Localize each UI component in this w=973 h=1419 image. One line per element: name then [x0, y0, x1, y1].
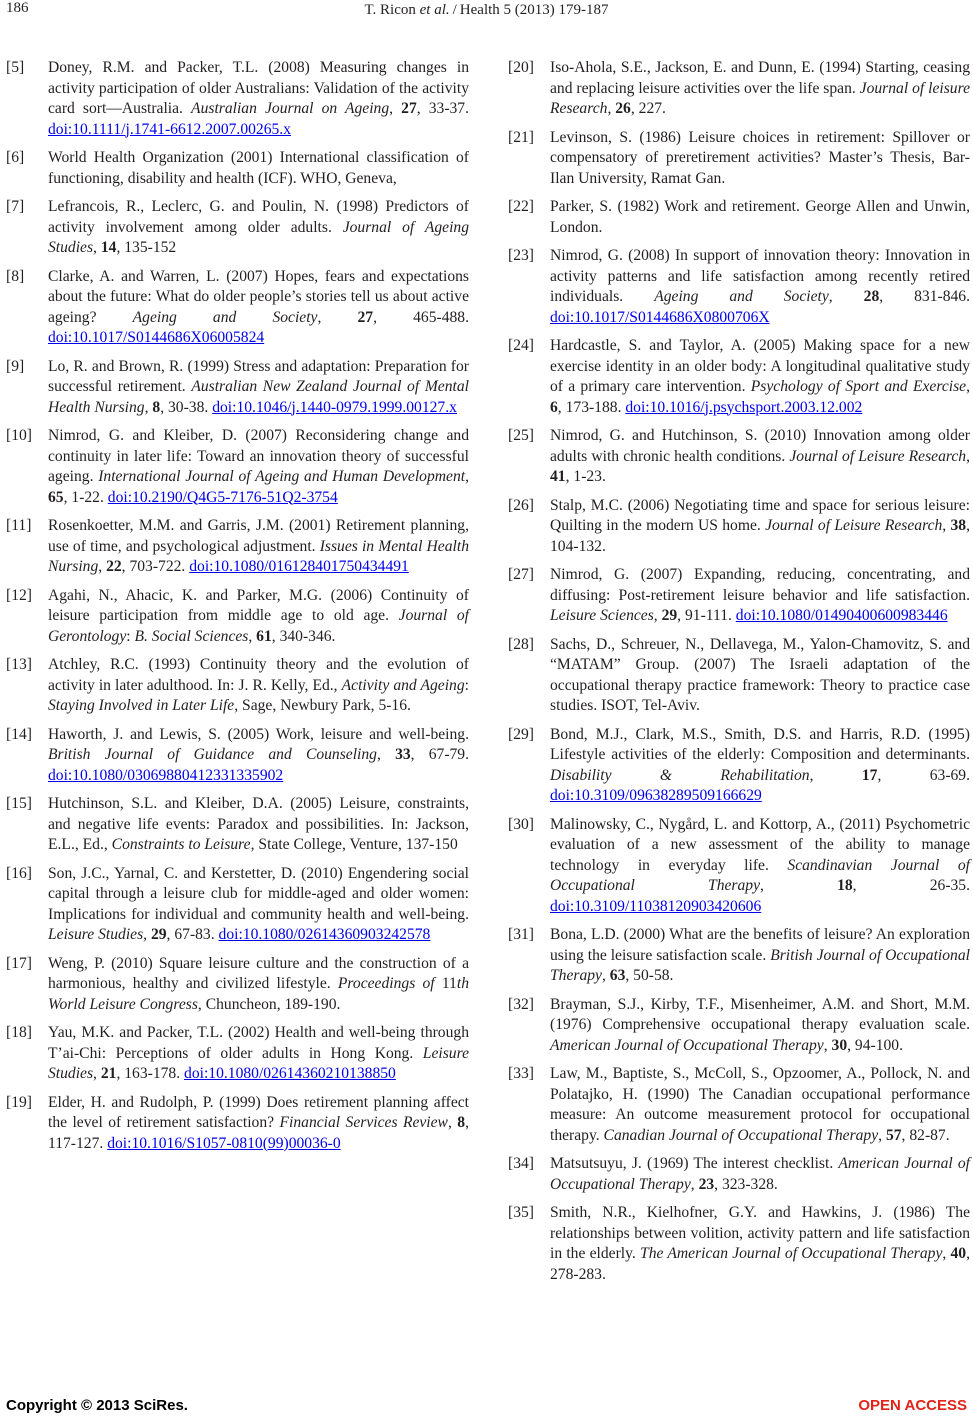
reference-volume: 29: [661, 607, 678, 624]
doi-link[interactable]: doi:10.1080/02614360210138850: [184, 1065, 396, 1082]
reference-volume: 23: [698, 1175, 715, 1193]
reference-number: [16]: [6, 864, 32, 882]
reference-text: [48, 197, 469, 259]
reference-item: [508, 1154, 970, 1195]
header-authors: T. Ricon: [364, 2, 420, 18]
reference-item: [6, 586, 469, 648]
reference-text: [48, 267, 469, 349]
reference-text-segment: Sachs, D., Schreuer, N., Dellavega, M., Yalon-Chamovitz, S. and “MATAM” Group. (2007) The Israeli adaptation of the occupational therapy practice framework: Theory to practice case studies. ISOT, Tel-Aviv.: [550, 635, 970, 714]
reference-text-segment: , 94-100.: [847, 1036, 903, 1054]
reference-number: [22]: [508, 198, 534, 215]
reference-volume: 21: [100, 1065, 117, 1082]
reference-volume: 40: [950, 1245, 967, 1262]
reference-number: [35]: [508, 1204, 534, 1221]
reference-item: [6, 655, 469, 717]
reference-text-segment: , 135-152: [116, 239, 177, 256]
reference-text-segment: , 340-346.: [271, 627, 336, 645]
reference-item: [6, 426, 469, 508]
reference-text-segment: ,: [144, 398, 153, 416]
reference-text-segment: Smith, N.R., Kielhofner, G.Y. and Hawkins, J. (1986) The relationships between volition, activity pattern and life satisfaction in the elderly.: [550, 1204, 970, 1262]
reference-text-segment: , 63-69.: [877, 766, 970, 784]
doi-link[interactable]: doi:10.1016/S1057-0810(99)00036-0: [107, 1134, 341, 1152]
reference-text: [550, 246, 970, 328]
reference-number: [21]: [508, 128, 534, 146]
reference-text-segment: , 703-722.: [121, 558, 190, 575]
reference-item: [6, 864, 469, 946]
reference-italic-text: Journal of leisure Research: [550, 79, 970, 117]
reference-italic-text: Journal of Leisure Research: [789, 447, 967, 465]
reference-text-segment: Iso-Ahola, S.E., Jackson, E. and Dunn, E. (1994) Starting, ceasing and replacing leisure activities over the life span.: [550, 59, 970, 97]
reference-text: [48, 516, 469, 578]
doi-link[interactable]: doi:10.1080/01490400600983446: [735, 607, 948, 624]
reference-text-segment: , 67-83.: [166, 926, 219, 943]
reference-number: [10]: [6, 427, 32, 444]
reference-volume: 26: [615, 100, 631, 117]
reference-item: [6, 197, 469, 259]
reference-item: [508, 635, 970, 717]
reference-text-segment: Haworth, J. and Lewis, S. (2005) Work, leisure and well-being.: [48, 725, 469, 743]
reference-number: [34]: [508, 1155, 534, 1172]
reference-number: [13]: [6, 656, 32, 673]
reference-text: [48, 357, 469, 419]
reference-text-segment: ,: [760, 877, 838, 894]
reference-text-segment: Atchley, R.C. (1993) Continuity theory and the evolution of activity in later adulthood. In: J. R. Kelly, Ed.,: [48, 656, 469, 694]
reference-text-segment: Nimrod, G. (2007) Expanding, reducing, concentrating, and diffusing: Post-retirement leisure behavior and life satisfaction.: [550, 566, 970, 604]
reference-italic-text: Proceedings of: [337, 975, 442, 992]
reference-item: [6, 516, 469, 578]
reference-volume: 8: [457, 1114, 466, 1131]
reference-item: [508, 925, 970, 987]
reference-italic-text: Journal of Gerontology: [48, 607, 469, 645]
header-journal-info: Health 5 (2013) 179-187: [459, 2, 609, 18]
references-column-left: [6, 58, 469, 1162]
reference-number: [24]: [508, 337, 534, 354]
reference-text-segment: ,: [248, 627, 257, 645]
reference-text: [550, 635, 970, 717]
reference-text: [48, 794, 469, 856]
reference-text-segment: ,: [98, 558, 107, 575]
reference-number: [20]: [508, 59, 534, 76]
reference-item: [508, 197, 970, 238]
reference-text-segment: Bond, M.J., Clark, M.S., Smith, D.S. and Harris, R.D. (1995) Lifestyle activities of the elderly: Composition and determinants.: [550, 725, 970, 763]
reference-number: [29]: [508, 725, 534, 743]
reference-text-segment: 11: [441, 975, 457, 992]
doi-link[interactable]: doi:10.2190/Q4G5-7176-51Q2-3754: [107, 488, 338, 506]
reference-text-segment: ,: [447, 1114, 458, 1131]
reference-text: [550, 1203, 970, 1285]
reference-text-segment: , 26-35.: [852, 877, 971, 894]
reference-text: [48, 586, 469, 648]
reference-text: [550, 58, 970, 120]
reference-italic-text: Ageing and Society: [654, 288, 829, 305]
reference-italic-text: American Journal of Occupational Therapy: [550, 1036, 824, 1054]
reference-text-segment: Rosenkoetter, M.M. and Garris, J.M. (2001) Retirement planning, use of time, and psychological adjustment.: [48, 517, 469, 555]
reference-number: [15]: [6, 795, 32, 812]
reference-text-segment: Son, J.C., Yarnal, C. and Kerstetter, D. (2010) Engendering social capital through a leisure club for middle-aged and older women: Implications for individual and community health and well-being.: [48, 864, 469, 923]
doi-link[interactable]: doi:10.1111/j.1741-6612.2007.00265.x: [48, 120, 291, 138]
reference-text-segment: :: [464, 676, 469, 694]
reference-italic-text: Australian Journal on Ageing: [191, 100, 390, 117]
reference-text-segment: Nimrod, G. and Kleiber, D. (2007) Reconsidering change and continuity in later life: Toward an innovation theory of successful ageing.: [48, 427, 469, 485]
reference-volume: 41: [550, 468, 566, 485]
footer-open-access: OPEN ACCESS: [858, 1397, 967, 1414]
reference-text-segment: , 50-58.: [625, 967, 674, 984]
reference-text: [550, 725, 970, 807]
reference-text-segment: Law, M., Baptiste, S., McColl, S., Opzoomer, A., Pollock, N. and Polatajko, H. (1990) The Canadian occupational performance measure: An outcome measurement protocol for occupational therapy.: [550, 1065, 970, 1144]
reference-volume: 61: [256, 627, 272, 645]
reference-text-segment: Nimrod, G. and Hutchinson, S. (2010) Innovation among older adults with chronic health conditions.: [550, 427, 970, 465]
reference-text-segment: ,: [317, 308, 358, 326]
reference-text: [550, 496, 970, 558]
reference-volume: 22: [106, 558, 122, 575]
reference-number: [26]: [508, 496, 534, 514]
reference-text: [550, 128, 970, 190]
reference-text-segment: Brayman, S.J., Kirby, T.F., Misenheimer, A.M. and Short, M.M. (1976) Comprehensive occupational therapy evaluation scale.: [550, 995, 970, 1033]
reference-italic-text: American Journal of Occupational Therapy: [550, 1155, 971, 1193]
reference-italic-text: Leisure Sciences: [550, 607, 654, 624]
footer-copyright: Copyright © 2013 SciRes.: [6, 1397, 188, 1414]
reference-item: [6, 1023, 469, 1085]
doi-link[interactable]: doi:10.1046/j.1440-0979.1999.00127.x: [212, 398, 457, 416]
reference-item: [6, 267, 469, 349]
reference-volume: 57: [885, 1126, 902, 1144]
reference-item: [508, 336, 970, 418]
reference-number: [23]: [508, 247, 534, 264]
doi-link[interactable]: doi:10.3109/09638289509166629: [550, 787, 762, 804]
reference-item: [6, 954, 469, 1016]
reference-volume: 18: [837, 877, 853, 894]
reference-italic-text: th World Leisure Congress: [48, 975, 469, 1013]
reference-italic-text: Leisure Studies: [48, 1044, 469, 1082]
reference-text-segment: , 227.: [630, 100, 666, 117]
reference-text: [48, 725, 469, 787]
reference-text-segment: , Sage, Newbury Park, 5-16.: [234, 697, 411, 714]
reference-item: [508, 725, 970, 807]
reference-volume: 63: [609, 967, 626, 984]
reference-text-segment: , State College, Venture, 137-150: [250, 836, 458, 853]
reference-text-segment: :: [126, 627, 135, 645]
reference-italic-text: Activity and Ageing: [341, 676, 465, 694]
reference-item: [6, 58, 469, 140]
reference-text-segment: ,: [823, 1036, 832, 1054]
reference-text: [48, 864, 469, 946]
reference-text-segment: ,: [376, 746, 396, 763]
reference-text: [48, 1093, 469, 1155]
reference-text-segment: ,: [828, 288, 864, 305]
reference-volume: 33: [395, 746, 411, 763]
reference-volume: 38: [950, 517, 967, 534]
reference-text-segment: , 163-178.: [116, 1065, 185, 1082]
reference-text: [48, 954, 469, 1016]
reference-text-segment: , Chuncheon, 189-190.: [197, 995, 341, 1013]
reference-text-segment: Elder, H. and Rudolph, P. (1999) Does retirement planning affect the level of retirement satisfaction?: [48, 1093, 469, 1131]
reference-text: [48, 1023, 469, 1085]
reference-text: [550, 426, 970, 488]
reference-number: [18]: [6, 1024, 32, 1041]
reference-text-segment: , 30-38.: [160, 398, 213, 416]
reference-text-segment: Lefrancois, R., Leclerc, G. and Poulin, N. (1998) Predictors of activity involvement among older adults.: [48, 198, 469, 236]
reference-item: [508, 995, 970, 1057]
reference-item: [508, 1203, 970, 1285]
reference-volume: 27: [357, 308, 374, 326]
reference-number: [30]: [508, 815, 534, 833]
reference-italic-text: Financial Services Review: [279, 1114, 448, 1131]
reference-item: [508, 496, 970, 558]
doi-link[interactable]: doi:10.1080/02614360903242578: [218, 926, 431, 943]
doi-link[interactable]: doi:10.1017/S0144686X06005824: [48, 329, 265, 346]
running-header: [0, 2, 973, 19]
reference-volume: 6: [550, 398, 558, 416]
reference-number: [17]: [6, 954, 32, 972]
reference-italic-text: Staying Involved in Later Life: [48, 697, 235, 714]
reference-italic-text: Leisure Studies: [48, 926, 144, 943]
reference-item: [6, 1093, 469, 1155]
reference-text-segment: Hutchinson, S.L. and Kleiber, D.A. (2005) Leisure, constraints, and negative life events: Paradox and possibilities. In: Jackson, E.L., Ed.,: [48, 795, 469, 853]
header-separator: /: [452, 2, 457, 18]
reference-text-segment: , 33-37.: [416, 100, 469, 117]
reference-text-segment: Hardcastle, S. and Taylor, A. (2005) Making space for a new exercise identity in an older body: A longitudinal qualitative study of a primary care intervention.: [550, 337, 970, 395]
reference-volume: 65: [48, 488, 64, 506]
reference-volume: 17: [861, 766, 878, 784]
reference-text-segment: ,: [966, 447, 970, 465]
reference-text: [48, 426, 469, 508]
reference-text-segment: , 323-328.: [714, 1175, 778, 1193]
reference-number: [5]: [6, 59, 25, 76]
reference-italic-text: Scandinavian Journal of Occupational Therapy: [550, 856, 970, 894]
reference-number: [12]: [6, 586, 32, 604]
reference-italic-text: Journal of Ageing Studies: [48, 218, 469, 256]
reference-text-segment: , 91-111.: [677, 607, 736, 624]
reference-text-segment: Stalp, M.C. (2006) Negotiating time and space for serious leisure: Quilting in the modern US home.: [550, 496, 970, 534]
reference-text-segment: ,: [389, 100, 402, 117]
reference-volume: 14: [100, 239, 117, 256]
reference-item: [508, 58, 970, 120]
reference-text-segment: , 173-188.: [557, 398, 626, 416]
reference-italic-text: Journal of Leisure Research: [765, 517, 943, 534]
reference-number: [9]: [6, 357, 25, 375]
reference-text: [550, 197, 970, 238]
reference-italic-text: Issues in Mental Health Nursing: [48, 537, 469, 575]
doi-link[interactable]: doi:10.1016/j.psychsport.2003.12.002: [625, 398, 863, 416]
reference-number: [33]: [508, 1065, 534, 1082]
reference-text-segment: ,: [607, 100, 616, 117]
reference-text-segment: World Health Organization (2001) International classification of functioning, disability and health (ICF). WHO, Geneva,: [48, 149, 469, 187]
reference-text-segment: , 104-132.: [550, 517, 970, 555]
reference-text-segment: , 67-79.: [410, 746, 469, 763]
reference-text: [550, 336, 970, 418]
reference-text-segment: Matsutsuyu, J. (1969) The interest checklist.: [550, 1155, 839, 1172]
reference-number: [7]: [6, 198, 25, 215]
reference-volume: 8: [152, 398, 161, 416]
reference-number: [11]: [6, 517, 32, 534]
reference-text-segment: Lo, R. and Brown, R. (1999) Stress and adaptation: Preparation for successful retirement.: [48, 357, 469, 395]
page-number: 186: [6, 0, 29, 16]
reference-text-segment: Parker, S. (1982) Work and retirement. George Allen and Unwin, London.: [550, 198, 970, 236]
reference-number: [31]: [508, 926, 534, 943]
reference-text-segment: ,: [93, 239, 101, 256]
doi-link[interactable]: doi:10.1017/S0144686X0800706X: [550, 308, 770, 326]
reference-text-segment: ,: [690, 1175, 699, 1193]
reference-text-segment: ,: [809, 766, 862, 784]
reference-text: [48, 148, 469, 189]
reference-text: [48, 655, 469, 717]
reference-item: [508, 565, 970, 627]
reference-text-segment: ,: [93, 1065, 101, 1082]
reference-volume: 29: [150, 926, 167, 943]
reference-text-segment: , 831-846.: [879, 288, 971, 305]
reference-text-segment: ,: [601, 967, 610, 984]
doi-link[interactable]: doi:10.1080/016128401750434491: [189, 558, 409, 575]
reference-italic-text: B. Social Sciences: [134, 627, 249, 645]
reference-volume: 28: [863, 288, 880, 305]
reference-text-segment: Yau, M.K. and Packer, T.L. (2002) Health and well-being through T’ai-Chi: Perceptions of older adults in Hong Kong.: [48, 1024, 469, 1062]
reference-text: [550, 815, 970, 918]
reference-italic-text: Canadian Journal of Occupational Therapy: [603, 1126, 879, 1144]
reference-item: [6, 148, 469, 189]
reference-text: [550, 1064, 970, 1146]
reference-text-segment: , 1-23.: [565, 468, 606, 485]
reference-text-segment: ,: [653, 607, 662, 624]
reference-italic-text: Ageing and Society: [132, 308, 318, 326]
reference-text-segment: Doney, R.M. and Packer, T.L. (2008) Measuring changes in activity participation of older Australians: Validation of the activity card sort—Australia.: [48, 59, 469, 117]
reference-text-segment: ,: [942, 517, 951, 534]
reference-text-segment: , 465-488.: [373, 308, 469, 326]
reference-text-segment: , 278-283.: [550, 1245, 970, 1283]
doi-link[interactable]: doi:10.3109/11038120903420606: [550, 897, 762, 915]
references-column-right: [508, 58, 970, 1293]
reference-text: [550, 995, 970, 1057]
reference-number: [19]: [6, 1093, 32, 1111]
reference-item: [508, 1064, 970, 1146]
reference-text-segment: Bona, L.D. (2000) What are the benefits of leisure? An exploration using the leisure satisfaction scale.: [550, 926, 970, 964]
doi-link[interactable]: doi:10.1080/03069880412331335902: [48, 766, 284, 784]
reference-text-segment: , 1-22.: [63, 488, 108, 506]
reference-item: [6, 725, 469, 787]
reference-italic-text: Constraints to Leisure: [111, 836, 251, 853]
reference-text-segment: ,: [966, 378, 970, 395]
reference-italic-text: Australian New Zealand Journal of Mental Health Nursing: [48, 378, 469, 416]
reference-number: [14]: [6, 725, 32, 743]
reference-text-segment: Nimrod, G. (2008) In support of innovation theory: Innovation in activity patterns and life satisfaction among recently retired individuals.: [550, 247, 970, 305]
reference-item: [508, 128, 970, 190]
reference-number: [28]: [508, 635, 534, 653]
reference-italic-text: British Journal of Occupational Therapy: [550, 946, 970, 984]
reference-text: [550, 565, 970, 627]
reference-number: [32]: [508, 995, 534, 1013]
reference-italic-text: The American Journal of Occupational Therapy: [640, 1245, 943, 1262]
reference-item: [508, 246, 970, 328]
reference-text-segment: ,: [878, 1126, 886, 1144]
reference-text: [550, 1154, 970, 1195]
reference-text-segment: ,: [942, 1245, 951, 1262]
reference-number: [8]: [6, 267, 25, 285]
reference-text-segment: , 117-127.: [48, 1114, 469, 1152]
reference-item: [508, 815, 970, 918]
reference-italic-text: International Journal of Ageing and Human Development: [98, 468, 466, 485]
reference-volume: 30: [831, 1036, 848, 1054]
reference-volume: 27: [401, 100, 417, 117]
reference-text-segment: Clarke, A. and Warren, L. (2007) Hopes, fears and expectations about the future: What do older people’s stories tell us about active ageing?: [48, 267, 469, 326]
reference-number: [27]: [508, 566, 534, 583]
reference-italic-text: Psychology of Sport and Exercise: [750, 378, 967, 395]
reference-text-segment: Malinowsky, C., Nygård, L. and Kottorp, A., (2011) Psychometric evaluation of a new assessment of the ability to manage technology in everyday life.: [550, 815, 970, 874]
reference-number: [25]: [508, 427, 534, 444]
reference-text-segment: Levinson, S. (1986) Leisure choices in retirement: Spillover or compensatory of preretirement activities? Master’s Thesis, Bar-Ilan University, Ramat Gan.: [550, 128, 970, 187]
reference-italic-text: Disability & Rehabilitation: [550, 766, 810, 784]
reference-text-segment: ,: [143, 926, 151, 943]
reference-number: [6]: [6, 149, 25, 166]
reference-text-segment: Agahi, N., Ahacic, K. and Parker, M.G. (2006) Continuity of leisure participation from middle age to old age.: [48, 586, 469, 624]
reference-text-segment: ,: [465, 468, 469, 485]
reference-text-segment: Weng, P. (2010) Square leisure culture and the construction of a harmonious, healthy and civilized lifestyle.: [48, 954, 469, 992]
header-etal: et al.: [419, 2, 450, 18]
reference-item: [6, 794, 469, 856]
reference-italic-text: British Journal of Guidance and Counseling: [48, 746, 377, 763]
reference-text: [550, 925, 970, 987]
reference-text-segment: , 82-87.: [901, 1126, 950, 1144]
reference-item: [6, 357, 469, 419]
reference-text: [48, 58, 469, 140]
reference-item: [508, 426, 970, 488]
